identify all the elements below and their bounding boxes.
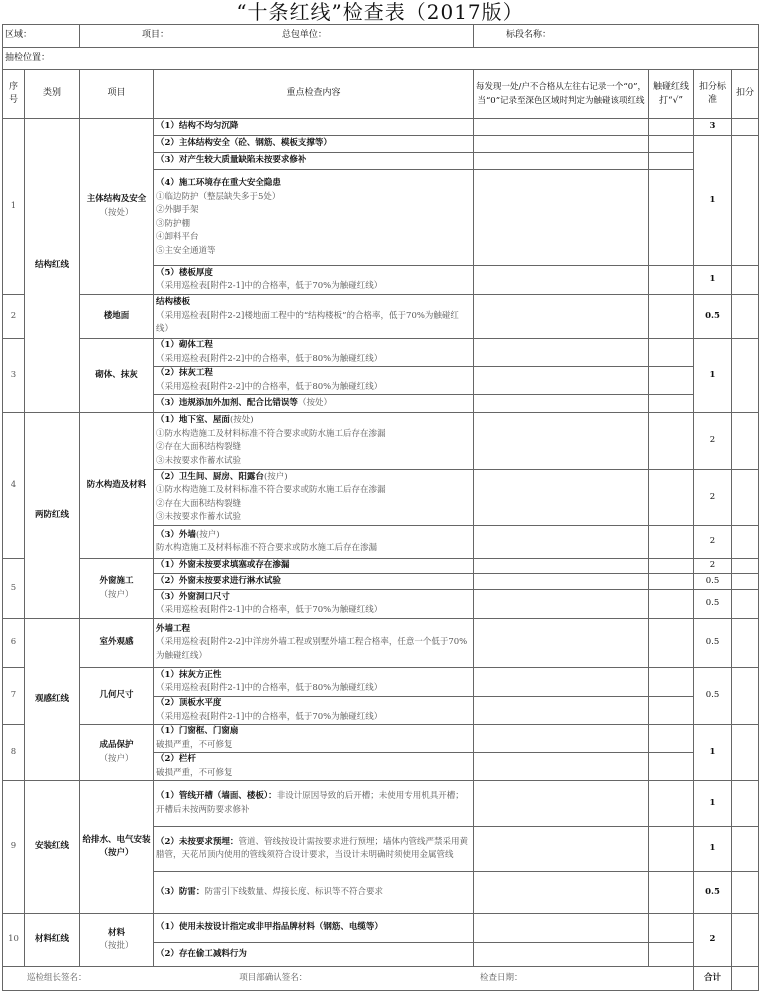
content-cell	[154, 526, 474, 559]
score-standard: 1	[694, 266, 732, 295]
table-row	[3, 559, 759, 574]
contractor-label: 总包单位：	[281, 30, 327, 41]
touch-checkbox-cell[interactable]	[649, 295, 694, 339]
record-grid[interactable]	[474, 827, 649, 872]
item-note: （按户）	[99, 753, 134, 764]
leader-sign-label: 巡检组长签名：	[27, 972, 87, 983]
content-line: （采用巡检表[附件2-2]楼地面工程中的“结构楼板”的合格率，低于70%为触碰红线）	[156, 310, 459, 335]
touch-checkbox-cell[interactable]	[649, 470, 694, 526]
content-title: （1）管线开槽（墙面、楼板）：	[156, 791, 277, 801]
seq-cell: 5	[3, 559, 25, 619]
content-cell	[154, 619, 474, 668]
touch-checkbox-cell[interactable]	[649, 872, 694, 914]
content-line: ①防水构造施工及材料标准不符合要求或防水施工后存在渗漏	[156, 428, 386, 439]
header-item: 项目	[80, 70, 154, 119]
record-grid[interactable]	[474, 753, 649, 781]
region-field[interactable]	[3, 25, 80, 48]
deduct-input[interactable]	[732, 136, 759, 266]
deduct-input[interactable]	[732, 526, 759, 559]
record-grid[interactable]	[474, 781, 649, 827]
table-row	[3, 668, 759, 697]
touch-checkbox-cell[interactable]	[649, 753, 694, 781]
touch-checkbox-cell[interactable]	[649, 725, 694, 753]
content-title: （1）砌体工程	[156, 340, 213, 350]
content-cell	[154, 470, 474, 526]
record-grid[interactable]	[474, 943, 649, 967]
deduct-input[interactable]	[732, 827, 759, 872]
item-note: （按户）	[99, 589, 134, 600]
content-title: （2）栏杆	[156, 754, 196, 764]
content-cell	[154, 119, 474, 136]
content-cell	[154, 590, 474, 619]
touch-checkbox-cell[interactable]	[649, 668, 694, 697]
touch-checkbox-cell[interactable]	[649, 153, 694, 170]
content-line: ③未按要求作蓄水试验	[156, 512, 242, 522]
deduct-input[interactable]	[732, 266, 759, 295]
item-label: 几何尺寸	[99, 690, 134, 701]
touch-checkbox-cell[interactable]	[649, 367, 694, 395]
content-title: （1）抹灰方正性	[156, 669, 222, 680]
score-standard: 2	[694, 526, 732, 559]
record-area[interactable]	[474, 367, 649, 395]
item-cell	[80, 668, 154, 725]
seq-cell: 3	[3, 339, 25, 413]
deduct-input[interactable]	[732, 781, 759, 827]
seq-cell: 6	[3, 619, 25, 668]
table-row	[3, 781, 759, 827]
category-cell: 观感红线	[25, 619, 80, 781]
touch-checkbox-cell[interactable]	[649, 697, 694, 725]
content-title: （3）对产生较大质量缺陷未按要求修补	[156, 155, 307, 166]
location-label: 抽检位置：	[5, 52, 51, 63]
signature-row	[3, 967, 694, 991]
content-title: （3）外墙	[156, 529, 196, 540]
record-grid[interactable]	[474, 574, 649, 590]
content-line: ②存在大面积结构裂缝	[156, 498, 242, 509]
item-label: 室外观感	[99, 637, 134, 648]
deduct-input[interactable]	[732, 470, 759, 526]
touch-checkbox-cell[interactable]	[649, 413, 694, 470]
record-grid[interactable]	[474, 170, 649, 266]
record-area[interactable]	[474, 697, 649, 725]
item-note: （按批）	[99, 941, 134, 951]
seq-cell: 2	[3, 295, 25, 339]
content-cell	[154, 295, 474, 339]
item-label: 外窗施工	[99, 576, 134, 586]
record-area[interactable]	[474, 266, 649, 295]
section-label: 标段名称：	[506, 30, 552, 41]
inspection-table	[2, 24, 759, 991]
touch-checkbox-cell[interactable]	[649, 339, 694, 367]
location-field[interactable]	[3, 48, 759, 70]
content-line: （采用巡检表[附件2-2]中的合格率，低于80%为触碰红线）	[156, 381, 383, 392]
content-line: 破损严重，不可修复	[156, 767, 233, 778]
content-line: （采用巡检表[附件2-1]中的合格率，低于70%为触碰红线）	[156, 281, 383, 291]
content-cell	[154, 753, 474, 781]
region-label: 区域：	[5, 30, 33, 41]
category-cell: 结构红线	[25, 119, 80, 413]
content-title: （2）卫生间、厨房、阳露台	[156, 471, 264, 482]
touch-checkbox-cell[interactable]	[649, 170, 694, 266]
record-grid[interactable]	[474, 136, 649, 153]
header-content: 重点检查内容	[154, 70, 474, 119]
content-note: (按户)	[263, 471, 288, 482]
score-standard: 1	[694, 339, 732, 413]
content-cell	[154, 781, 474, 827]
touch-checkbox-cell[interactable]	[649, 574, 694, 590]
content-cell	[154, 725, 474, 753]
deduct-input[interactable]	[732, 574, 759, 590]
content-cell	[154, 668, 474, 697]
content-line: （采用巡检表[附件2-1]中的合格率，低于80%为触碰红线）	[156, 683, 383, 693]
deduct-input[interactable]	[732, 619, 759, 668]
content-note: (按户)	[195, 529, 220, 540]
item-label: 主体结构及安全	[86, 194, 147, 204]
content-cell	[154, 413, 474, 470]
table-row	[3, 619, 759, 668]
content-line: ②存在大面积结构裂缝	[156, 442, 242, 452]
content-cell	[154, 136, 474, 153]
content-cell	[154, 266, 474, 295]
item-cell	[80, 559, 154, 619]
score-standard: 1	[694, 781, 732, 827]
content-cell	[154, 872, 474, 914]
item-label: 材料	[108, 927, 126, 938]
record-grid[interactable]	[474, 153, 649, 170]
header-seq: 序号	[3, 70, 25, 119]
content-cell	[154, 697, 474, 725]
content-line: ⑤主安全通道等	[156, 245, 216, 256]
score-standard: 2	[694, 914, 732, 967]
header-record: 每发现一处/户不合格从左往右记录一个“0”，当“0”记录至深色区域时判定为触碰该项红线	[474, 70, 649, 119]
deduct-input[interactable]	[732, 872, 759, 914]
content-line: （采用巡检表[附件2-1]中的合格率，低于70%为触碰红线）	[156, 605, 383, 615]
touch-checkbox-cell[interactable]	[649, 827, 694, 872]
content-note: (按处)	[229, 415, 254, 425]
section-field[interactable]	[474, 25, 759, 48]
touch-checkbox-cell[interactable]	[649, 526, 694, 559]
record-grid[interactable]	[474, 470, 649, 526]
content-title: （2）存在偷工减料行为	[156, 948, 247, 959]
record-area[interactable]	[474, 619, 649, 668]
content-title: （1）结构不均匀沉降	[156, 121, 239, 132]
score-standard: 0.5	[694, 872, 732, 914]
content-title: 外墙工程	[156, 623, 191, 634]
score-standard: 0.5	[694, 574, 732, 590]
content-line: （采用巡检表[附件2-1]中的合格率，低于70%为触碰红线）	[156, 711, 383, 722]
item-cell	[80, 413, 154, 559]
content-detail: 防雷引下线数量、焊接长度、标识等不符合要求	[204, 886, 383, 897]
record-area[interactable]	[474, 295, 649, 339]
content-title: 结构楼板	[156, 297, 191, 308]
record-grid[interactable]	[474, 526, 649, 559]
record-grid[interactable]	[474, 395, 649, 413]
content-detail: 非设计原因导致的后开槽；未使用专用机具开槽；开槽后未按两防要求修补	[156, 791, 464, 815]
content-line: 破损严重，不可修复	[156, 739, 233, 750]
content-cell	[154, 153, 474, 170]
score-standard: 0.5	[694, 619, 732, 668]
header-deduct: 扣分	[732, 70, 759, 119]
score-standard: 2	[694, 559, 732, 574]
seq-cell: 7	[3, 668, 25, 725]
content-title: （2）主体结构安全（砼、钢筋、模板支撑等）	[156, 138, 332, 149]
deduct-input[interactable]	[732, 668, 759, 725]
record-grid[interactable]	[474, 872, 649, 914]
project-label: 项目：	[142, 30, 170, 41]
content-cell	[154, 574, 474, 590]
record-grid[interactable]	[474, 725, 649, 753]
deduct-input[interactable]	[732, 725, 759, 781]
header-category: 类别	[25, 70, 80, 119]
deduct-input[interactable]	[732, 339, 759, 413]
content-line: ③未按要求作蓄水试验	[156, 455, 242, 466]
seq-cell: 1	[3, 119, 25, 295]
content-title: （2）未按要求预埋：	[156, 836, 239, 847]
item-note: （按处）	[99, 207, 134, 218]
score-standard: 1	[694, 725, 732, 781]
content-title: （2）外窗未按要求进行淋水试验	[156, 575, 281, 586]
content-note: （按处）	[297, 397, 332, 408]
seq-cell: 4	[3, 413, 25, 559]
content-cell	[154, 395, 474, 413]
content-cell	[154, 943, 474, 967]
record-grid[interactable]	[474, 413, 649, 470]
item-cell	[80, 339, 154, 413]
item-cell	[80, 914, 154, 967]
score-standard: 1	[694, 827, 732, 872]
project-and-contractor-field[interactable]	[80, 25, 474, 48]
deduct-input[interactable]	[732, 559, 759, 574]
content-line: 防水构造施工及材料标准不符合要求或防水施工后存在渗漏	[156, 543, 378, 553]
score-standard: 0.5	[694, 668, 732, 725]
touch-checkbox-cell[interactable]	[649, 590, 694, 619]
score-standard: 0.5	[694, 590, 732, 619]
content-cell	[154, 559, 474, 574]
header-touch: 触碰红线打“√”	[649, 70, 694, 119]
seq-cell: 9	[3, 781, 25, 914]
table-row	[3, 725, 759, 753]
header-standard: 扣分标准	[694, 70, 732, 119]
project-sign-label: 项目部确认签名：	[239, 972, 308, 983]
content-title: （3）外窗洞口尺寸	[156, 591, 230, 602]
content-title: （1）地下室、屋面	[156, 415, 230, 425]
table-row	[3, 413, 759, 470]
deduct-input[interactable]	[732, 119, 759, 136]
content-cell	[154, 914, 474, 943]
content-title: （1）外窗未按要求填塞或存在渗漏	[156, 560, 290, 571]
item-cell	[80, 119, 154, 295]
score-standard: 0.5	[694, 295, 732, 339]
content-detail: 管道、管线按设计需按要求进行预埋；墙体内管线严禁采用黄腊管，天花吊顶内使用的管线须符合设计要求，当设计未明确时须使用金属管线	[156, 836, 468, 860]
table-row	[3, 914, 759, 943]
content-line: ①临边防护（整层缺失多于5处）	[156, 191, 281, 202]
item-label: 楼地面	[103, 310, 130, 321]
content-cell	[154, 170, 474, 266]
item-cell	[80, 619, 154, 668]
content-line: ④卸料平台	[156, 232, 199, 242]
content-line: （采用巡检表[附件2-2]中的合格率，低于80%为触碰红线）	[156, 353, 383, 364]
content-cell	[154, 367, 474, 395]
item-cell	[80, 725, 154, 781]
page-title: “十条红线”检查表（2017版）	[236, 0, 524, 24]
content-title: （2）抹灰工程	[156, 368, 213, 378]
score-standard: 3	[694, 119, 732, 136]
touch-checkbox-cell[interactable]	[649, 943, 694, 967]
category-cell: 安装红线	[25, 781, 80, 914]
score-standard: 2	[694, 470, 732, 526]
record-grid[interactable]	[474, 119, 649, 136]
content-title: （2）顶板水平度	[156, 698, 222, 708]
record-area[interactable]	[474, 590, 649, 619]
score-standard: 1	[694, 136, 732, 266]
touch-checkbox-cell[interactable]	[649, 395, 694, 413]
table-row	[3, 119, 759, 136]
deduct-input[interactable]	[732, 295, 759, 339]
record-grid[interactable]	[474, 559, 649, 574]
seq-cell: 8	[3, 725, 25, 781]
content-cell	[154, 339, 474, 367]
touch-checkbox-cell[interactable]	[649, 619, 694, 668]
touch-checkbox-cell[interactable]	[649, 136, 694, 153]
total-value[interactable]	[732, 967, 759, 991]
category-cell: 两防红线	[25, 413, 80, 619]
content-line: ①防水构造施工及材料标准不符合要求或防水施工后存在渗漏	[156, 485, 386, 495]
touch-checkbox-cell[interactable]	[649, 559, 694, 574]
item-label: 成品保护	[99, 740, 134, 750]
content-title: （5）楼板厚度	[156, 267, 213, 278]
item-label: 砌体、抹灰	[95, 369, 138, 380]
deduct-input[interactable]	[732, 914, 759, 967]
content-line: ③防护棚	[156, 218, 191, 229]
touch-checkbox-cell[interactable]	[649, 119, 694, 136]
table-row	[3, 339, 759, 367]
date-label: 检查日期：	[479, 972, 523, 983]
content-title: （3）防雷：	[156, 886, 205, 897]
content-title: （1）门窗框、门窗扇	[156, 726, 239, 736]
total-label: 合计	[694, 967, 732, 991]
record-grid[interactable]	[474, 914, 649, 943]
item-label: 防水构造及材料	[86, 479, 147, 490]
seq-cell: 10	[3, 914, 25, 967]
content-line: ②外脚手架	[156, 205, 199, 215]
table-row	[3, 295, 759, 339]
content-title: （4）施工环境存在重大安全隐患	[156, 178, 281, 188]
content-cell	[154, 827, 474, 872]
deduct-input[interactable]	[732, 413, 759, 470]
category-cell: 材料红线	[25, 914, 80, 967]
record-area[interactable]	[474, 668, 649, 697]
touch-checkbox-cell[interactable]	[649, 266, 694, 295]
item-cell	[80, 295, 154, 339]
content-title: （3）违规添加外加剂、配合比错误等	[156, 397, 298, 408]
content-line: （采用巡检表[附件2-2]中洋房外墙工程或别墅外墙工程合格率，任意一个低于70%为触碰红线）	[156, 637, 468, 661]
item-cell	[80, 781, 154, 914]
content-title: （1）使用未按设计指定或非甲指品牌材料（钢筋、电缆等）	[156, 922, 383, 933]
touch-checkbox-cell[interactable]	[649, 914, 694, 943]
touch-checkbox-cell[interactable]	[649, 781, 694, 827]
deduct-input[interactable]	[732, 590, 759, 619]
item-label: 给排水、电气安装（按户）	[82, 834, 151, 858]
score-standard: 2	[694, 413, 732, 470]
record-area[interactable]	[474, 339, 649, 367]
